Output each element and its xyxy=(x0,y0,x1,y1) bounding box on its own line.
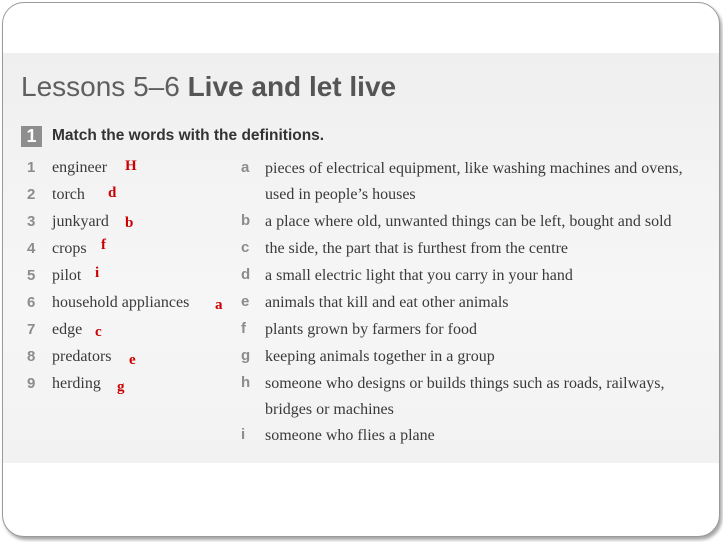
word-text: edge xyxy=(52,321,83,338)
definition-letter: e xyxy=(241,293,250,310)
word-number: 5 xyxy=(27,267,36,284)
handwritten-answer: c xyxy=(95,324,102,340)
definition-text: animals that kill and eat other animals xyxy=(265,294,509,311)
handwritten-answer: f xyxy=(101,237,106,253)
word-text: herding xyxy=(52,375,101,392)
word-text: predators xyxy=(52,348,112,365)
word-text: torch xyxy=(52,186,85,203)
handwritten-answer: H xyxy=(125,158,137,174)
handwritten-answer: i xyxy=(95,265,100,281)
definition-text: keeping animals together in a group xyxy=(265,348,495,365)
word-text: household appliances xyxy=(52,294,190,311)
word-number: 4 xyxy=(27,240,36,257)
definition-letter: b xyxy=(241,212,251,229)
word-number: 1 xyxy=(27,159,36,176)
definition-letter: c xyxy=(241,239,250,256)
handwritten-answer: e xyxy=(129,352,136,368)
word-number: 9 xyxy=(27,375,36,392)
definition-text: a small electric light that you carry in your hand xyxy=(265,267,573,284)
word-text: pilot xyxy=(52,267,82,284)
definition-letter: i xyxy=(241,426,246,443)
definition-letter: f xyxy=(241,320,246,337)
word-number: 6 xyxy=(27,294,36,311)
definition-text: someone who designs or builds things such as roads, railways, bridges or machines xyxy=(265,375,665,418)
definition-letter: a xyxy=(241,159,250,176)
word-item xyxy=(27,185,117,208)
word-text: crops xyxy=(52,240,87,257)
lesson-topic: Live and let live xyxy=(187,71,397,102)
word-number: 3 xyxy=(27,213,36,230)
word-number: 7 xyxy=(27,321,36,338)
word-number: 2 xyxy=(27,186,36,203)
exercise-instruction: Match the words with the definitions. xyxy=(52,127,325,144)
word-item xyxy=(27,158,137,181)
word-item xyxy=(27,237,106,262)
word-number: 8 xyxy=(27,348,36,365)
handwritten-answer: b xyxy=(125,215,134,231)
word-item xyxy=(27,265,100,289)
definition-text: someone who flies a plane xyxy=(265,427,435,444)
textbook-scan xyxy=(3,53,719,463)
handwritten-answer: d xyxy=(108,185,117,201)
word-item xyxy=(27,375,125,397)
definition-letter: d xyxy=(241,266,251,283)
handwritten-answer: g xyxy=(117,379,125,395)
definition-letter: h xyxy=(241,374,251,391)
lesson-title xyxy=(21,71,396,103)
handwritten-answer: a xyxy=(215,297,223,313)
definition-text: plants grown by farmers for food xyxy=(265,321,477,338)
word-item xyxy=(27,213,134,235)
word-item xyxy=(27,294,223,316)
definition-text: a place where old, unwanted things can be left, bought and sold xyxy=(265,213,672,230)
word-text: junkyard xyxy=(52,213,109,230)
word-text: engineer xyxy=(52,159,108,176)
lesson-prefix: Lessons 5–6 xyxy=(21,71,180,102)
definition-letter: g xyxy=(241,347,251,364)
word-item xyxy=(27,321,102,343)
exercise-number-badge: 1 xyxy=(21,126,42,147)
slide-frame xyxy=(2,2,720,537)
definition-text: the side, the part that is furthest from the centre xyxy=(265,240,569,257)
definition-text: pieces of electrical equipment, like washing machines and ovens, used in people’s houses xyxy=(265,160,683,203)
word-item xyxy=(27,348,136,370)
